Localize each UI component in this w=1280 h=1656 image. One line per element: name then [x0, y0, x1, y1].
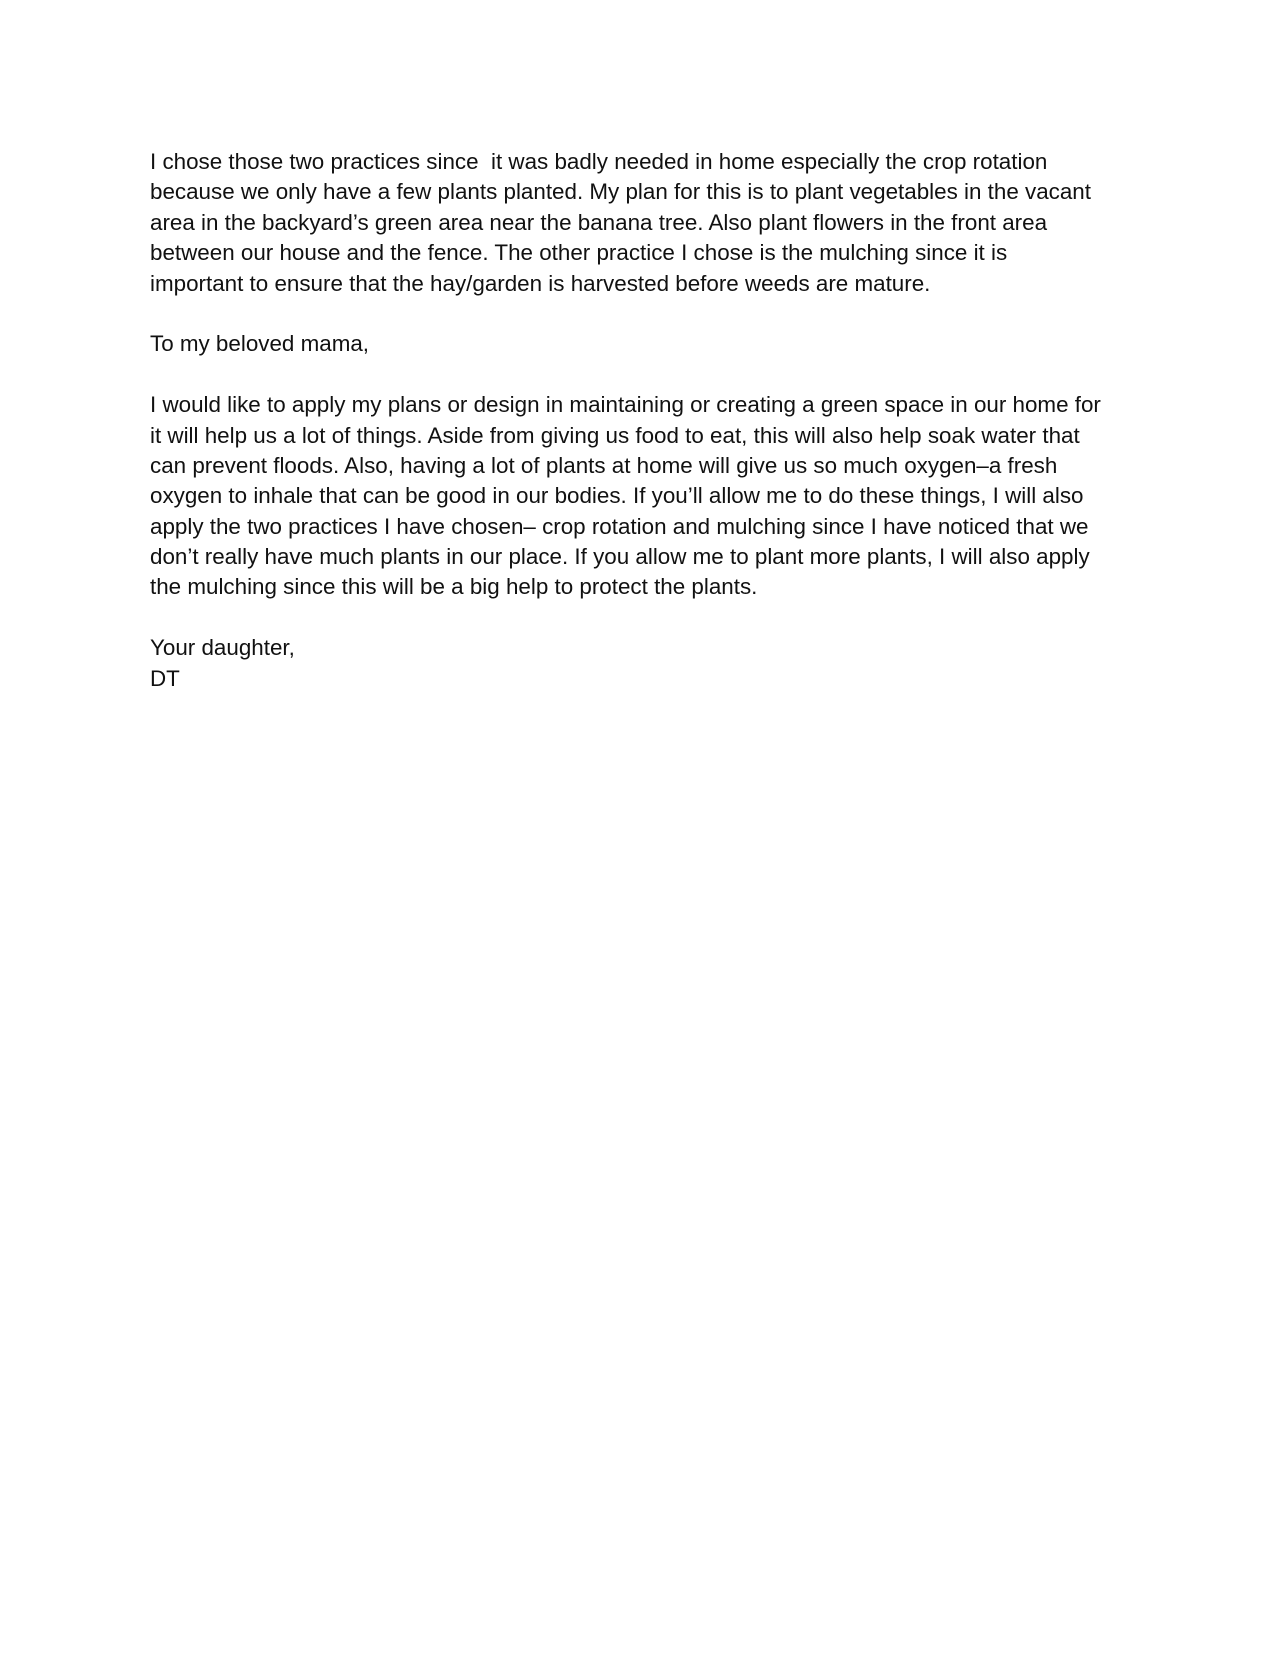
paragraph-spacer — [150, 603, 1150, 633]
paragraph-line: oxygen to inhale that can be good in our bodies. If you’ll allow me to do these things, I will also — [150, 483, 1084, 509]
paragraph-line: I would like to apply my plans or design in maintaining or creating a green space in our home for — [150, 392, 1101, 418]
letter-body — [150, 147, 1150, 694]
letter-paragraph — [150, 390, 1150, 603]
paragraph-line: between our house and the fence. The other practice I chose is the mulching since it is — [150, 240, 1008, 266]
paragraph-line: apply the two practices I have chosen– crop rotation and mulching since I have noticed that we — [150, 513, 1089, 539]
paragraph-line: the mulching since this will be a big help to protect the plants. — [150, 574, 758, 600]
paragraph-line: I chose those two practices since it was badly needed in home especially the crop rotation — [150, 149, 1048, 174]
intro-paragraph — [150, 147, 1150, 299]
paragraph-line: area in the backyard’s green area near the banana tree. Also plant flowers in the front area — [150, 209, 1048, 235]
paragraph-line: it will help us a lot of things. Aside from giving us food to eat, this will also help soak water that — [150, 422, 1080, 448]
paragraph-spacer — [150, 299, 1150, 329]
signature: DT — [150, 665, 180, 691]
paragraph-spacer — [150, 360, 1150, 390]
paragraph-line: important to ensure that the hay/garden is harvested before weeds are mature. — [150, 270, 931, 296]
paragraph-line: can prevent floods. Also, having a lot of plants at home will give us so much oxygen–a fresh — [150, 452, 1058, 478]
paragraph-line: don’t really have much plants in our place. If you allow me to plant more plants, I will also apply — [150, 544, 1090, 570]
closing: Your daughter, — [150, 635, 295, 661]
paragraph-line: because we only have a few plants planted. My plan for this is to plant vegetables in the vacant — [150, 179, 1091, 205]
salutation: To my beloved mama, — [150, 331, 370, 357]
